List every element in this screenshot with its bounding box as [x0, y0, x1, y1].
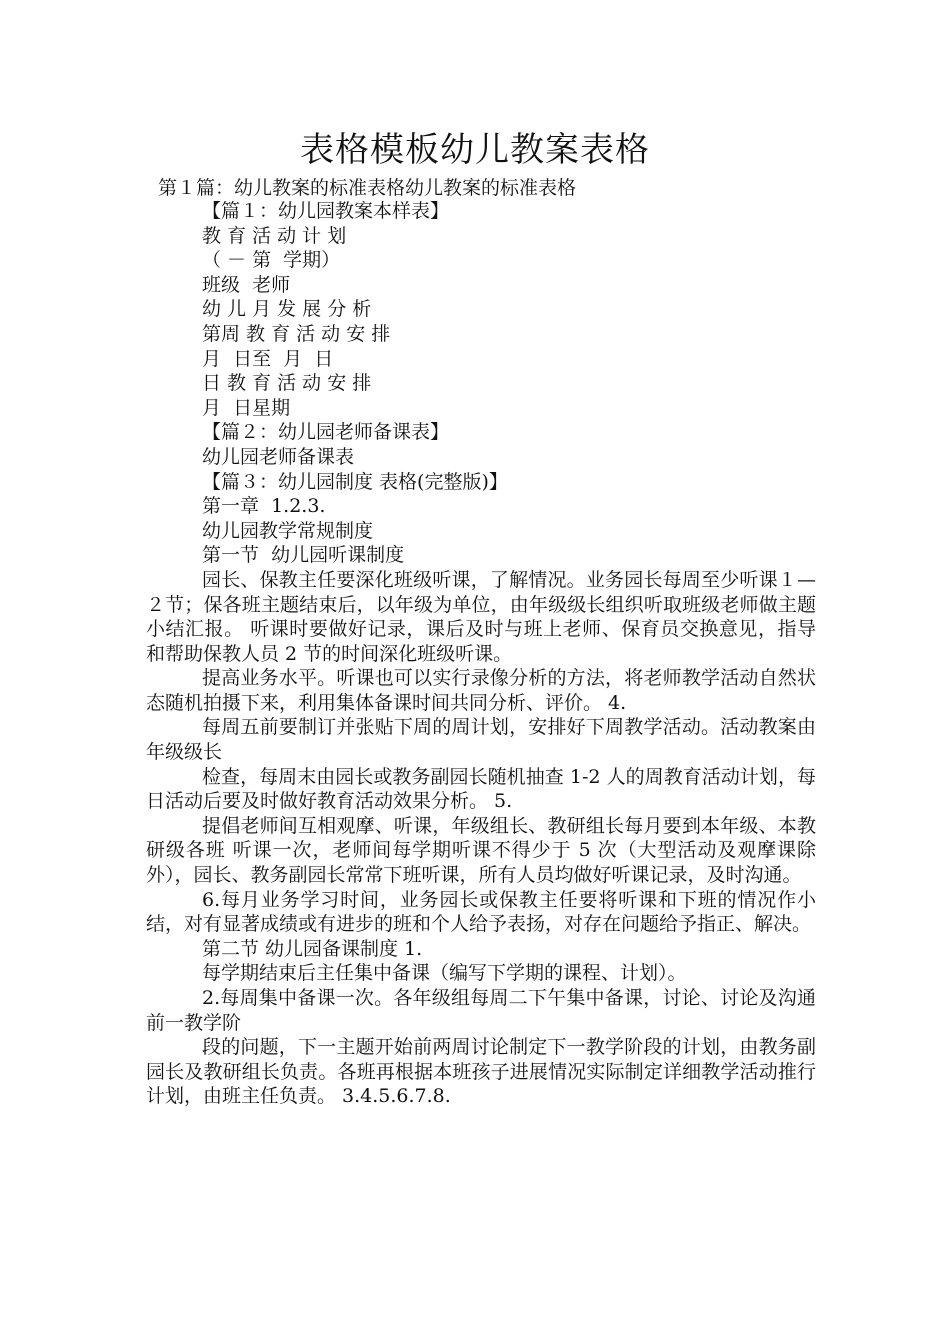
- paragraph: 6.每月业务学习时间，业务园长或保教主任要将听课和下班的情况作小结，对有显著成绩或有进步的班和个人给予表扬，对存在问题给予指正、解决。: [146, 888, 816, 936]
- paragraph: 提倡老师间互相观摩、听课，年级组长、教研组长每月要到本年级、本教研级各班 听课一次，老师间每学期听课不得少于 5 次（大型活动及观摩课除外），园长、教务副园长常常下班听课，所有人员均做好听课记录，及时沟通。: [146, 814, 816, 887]
- prep-table-title: 幼儿园老师备课表: [202, 445, 355, 468]
- class-teacher-line: 班级 老师: [202, 273, 291, 296]
- paragraph: 每学期结束后主任集中备课（编写下学期的课程、计划）。: [202, 962, 687, 985]
- date-range-line: 月 日至 月 日: [202, 347, 334, 370]
- weekly-arrangement-line: 第周 教 育 活 动 安 排: [202, 322, 391, 345]
- section-1-title: 第一节 幼儿园听课制度: [202, 544, 405, 567]
- chapter-line: 第一章 1.2.3.: [202, 495, 326, 518]
- section-heading-1: 【篇１：幼儿园教案本样表】: [202, 200, 450, 222]
- paragraph: 2.每周集中备课一次。各年级组每周二下午集中备课，讨论、讨论及沟通前一教学阶: [146, 987, 816, 1034]
- document-subtitle: 第１篇：幼儿教案的标准表格幼儿教案的标准表格: [158, 177, 577, 199]
- section-heading-3: 【篇３：幼儿园制度 表格(完整版)】: [202, 470, 508, 493]
- development-analysis-line: 幼 儿 月 发 展 分 析: [202, 298, 372, 321]
- paragraph: 园长、保教主任要深化班级听课，了解情况。业务园长每周至少听课１—２节；保各班主题结束后，以年级为单位，由年级级长组织听取班级老师做主题小结汇报。 听课时要做好记录，课后及时与班上老师、保育员交换意见，指导和帮助保教人员 2 节的时间深化班级听课。: [146, 568, 816, 665]
- semester-line: （ － 第 学期）: [202, 249, 341, 272]
- section-heading-2: 【篇２：幼儿园老师备课表】: [202, 421, 450, 444]
- paragraph: 段的问题，下一主题开始前两周讨论制定下一教学阶段的计划，由教务副园长及教研组长负责。各班再根据本班孩子进展情况实际制定详细教学活动推行计划，由班主任负责。 3.4.5.6.7.8.: [146, 1036, 816, 1108]
- section-2-title: 第二节 幼儿园备课制度 1.: [202, 937, 423, 960]
- plan-title: 教 育 活 动 计 划: [202, 224, 347, 247]
- daily-arrangement-line: 日 教 育 活 动 安 排: [202, 372, 372, 395]
- paragraph: 检查，每周末由园长或教务副园长随机抽查 1-2 人的周教育活动计划，每日活动后要及时做好教育活动效果分析。 5.: [146, 765, 816, 813]
- document-body: [146, 199, 816, 1109]
- weekday-line: 月 日星期: [202, 396, 291, 419]
- paragraph: 提高业务水平。听课也可以实行录像分析的方法，将老师教学活动自然状态随机拍摄下来，利用集体备课时间共同分析、评价。 4.: [146, 667, 816, 714]
- paragraph: 每周五前要制订并张贴下周的周计划，安排好下周教学活动。活动教案由年级级长: [146, 716, 816, 764]
- rules-title: 幼儿园教学常规制度: [202, 519, 374, 542]
- document-title: 表格模板幼儿教案表格: [300, 130, 650, 170]
